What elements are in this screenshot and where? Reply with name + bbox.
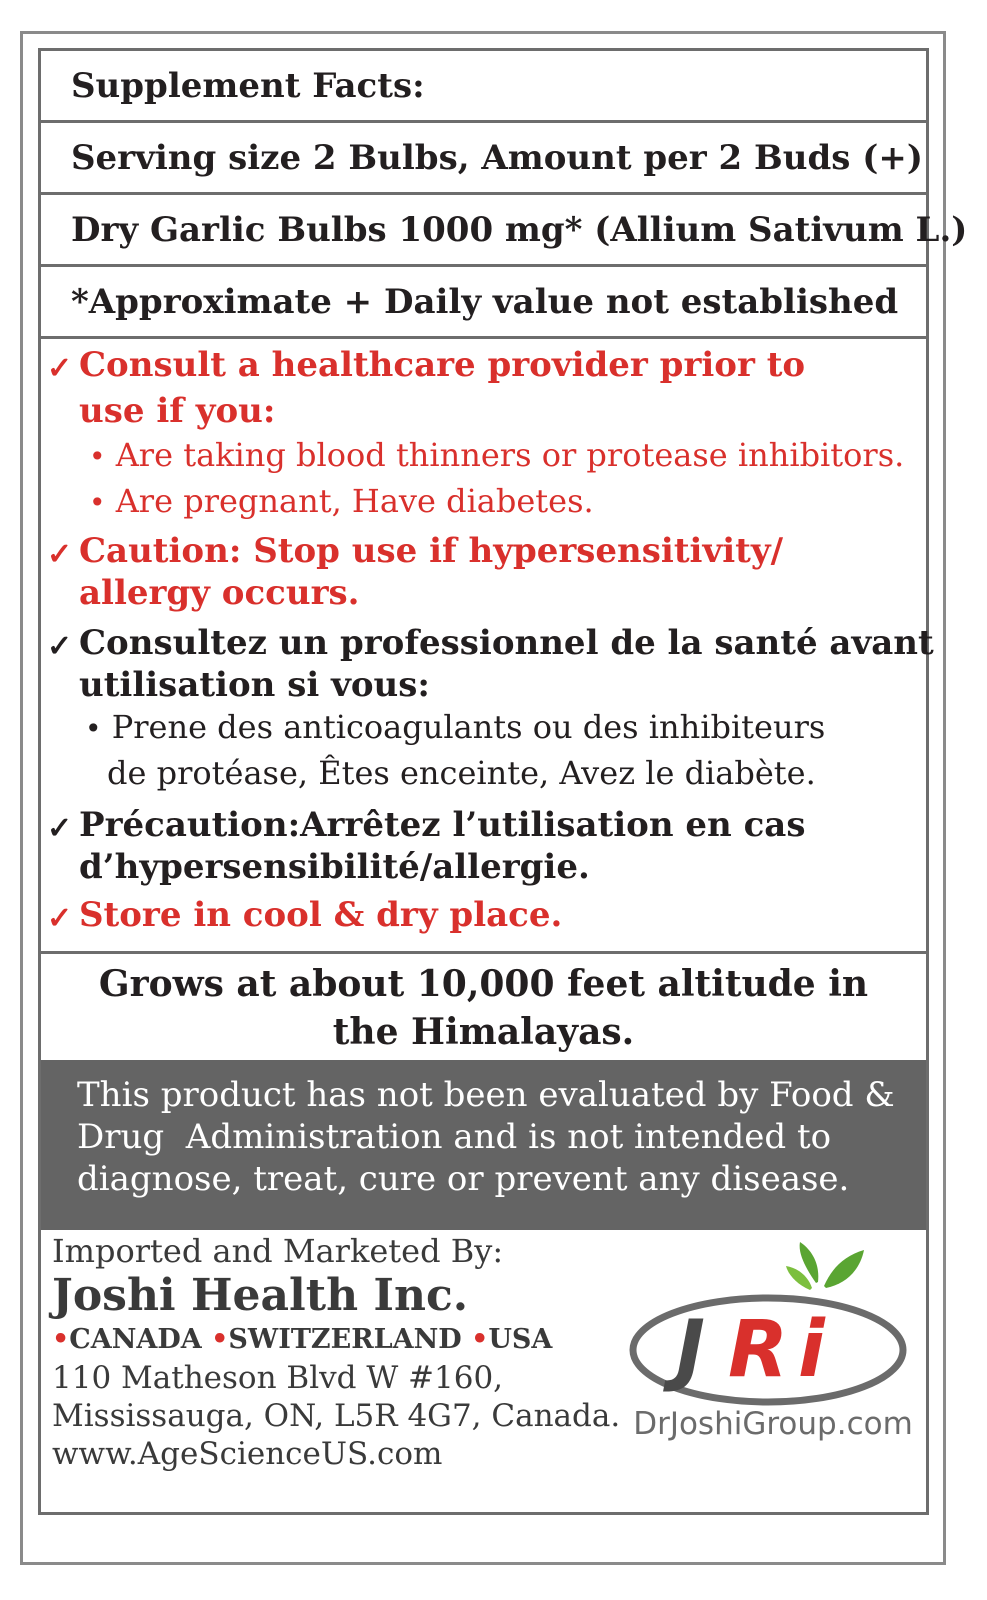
consult-fr-line2: utilisation si vous: bbox=[79, 665, 430, 705]
disclaimer-line3: diagnose, treat, cure or prevent any disease. bbox=[77, 1159, 850, 1199]
bullet-icon: • bbox=[52, 1324, 70, 1355]
serving-size: Serving size 2 Bulbs, Amount per 2 Buds (+) bbox=[41, 123, 926, 195]
country-usa: USA bbox=[488, 1324, 553, 1355]
bullet-icon: • bbox=[471, 1324, 489, 1355]
company-name: Joshi Health Inc. bbox=[52, 1270, 469, 1321]
origin-line2: the Himalayas. bbox=[332, 1011, 635, 1053]
bullet-icon: • bbox=[89, 486, 106, 519]
consult-en-bullet1 bbox=[89, 435, 904, 477]
consult-fr-bullet-cont: de protéase, Êtes enceinte, Avez le diabète. bbox=[107, 754, 816, 792]
storage-instruction: Store in cool & dry place. bbox=[79, 895, 563, 935]
caution-fr-line1: Précaution:Arrêtez l’utilisation en cas bbox=[79, 805, 806, 845]
jri-logo bbox=[628, 1238, 918, 1458]
logo-letter-j: J bbox=[676, 1305, 706, 1395]
bullet-text: Are taking blood thinners or protease inhibitors. bbox=[115, 436, 905, 474]
bullet-icon: • bbox=[89, 440, 106, 473]
leaf-sprout-icon bbox=[628, 1238, 918, 1408]
consult-fr-bullet bbox=[85, 707, 825, 749]
countries-list bbox=[52, 1324, 552, 1355]
checkmark-icon: ✓ bbox=[47, 629, 73, 664]
logo-letter-r: R bbox=[728, 1305, 789, 1395]
consult-fr-line1: Consultez un professionnel de la santé avant bbox=[79, 623, 934, 663]
checkmark-icon: ✓ bbox=[47, 811, 73, 846]
origin-statement bbox=[41, 954, 926, 1060]
checkmark-icon: ✓ bbox=[47, 901, 73, 936]
website-link[interactable]: www.AgeScienceUS.com bbox=[52, 1436, 443, 1472]
bullet-text: Are pregnant, Have diabetes. bbox=[115, 482, 594, 520]
checkmark-icon: ✓ bbox=[47, 351, 73, 386]
consult-en-line1: Consult a healthcare provider prior to bbox=[79, 345, 806, 385]
address-line2: Mississauga, ON, L5R 4G7, Canada. bbox=[52, 1398, 621, 1434]
fda-disclaimer bbox=[41, 1060, 926, 1230]
consult-en-bullet2 bbox=[89, 481, 594, 523]
ingredient-row: Dry Garlic Bulbs 1000 mg* (Allium Sativum L.) bbox=[41, 195, 926, 267]
caution-en-line1: Caution: Stop use if hypersensitivity/ bbox=[79, 531, 783, 571]
facts-title: Supplement Facts: bbox=[41, 51, 926, 123]
caution-fr-line2: d’hypersensibilité/allergie. bbox=[79, 847, 590, 887]
origin-line1: Grows at about 10,000 feet altitude in bbox=[98, 963, 869, 1005]
disclaimer-line2: Drug Administration and is not intended to bbox=[77, 1117, 832, 1157]
logo-url[interactable]: DrJoshiGroup.com bbox=[633, 1406, 913, 1442]
consult-en-line2: use if you: bbox=[79, 391, 276, 431]
warnings-section bbox=[41, 339, 934, 954]
bullet-icon: • bbox=[211, 1324, 229, 1355]
caution-en-line2: allergy occurs. bbox=[79, 573, 360, 613]
country-canada: CANADA bbox=[69, 1324, 202, 1355]
imported-label: Imported and Marketed By: bbox=[52, 1232, 504, 1270]
country-switzerland: SWITZERLAND bbox=[228, 1324, 462, 1355]
address-line1: 110 Matheson Blvd W #160, bbox=[52, 1360, 504, 1396]
checkmark-icon: ✓ bbox=[47, 537, 73, 572]
logo-letter-i: i bbox=[798, 1305, 825, 1395]
bullet-icon: • bbox=[85, 712, 102, 745]
bullet-text: Prene des anticoagulants ou des inhibiteurs bbox=[111, 708, 826, 746]
disclaimer-line1: This product has not been evaluated by Food & bbox=[77, 1075, 895, 1115]
approximate-note: *Approximate + Daily value not established bbox=[41, 267, 926, 339]
